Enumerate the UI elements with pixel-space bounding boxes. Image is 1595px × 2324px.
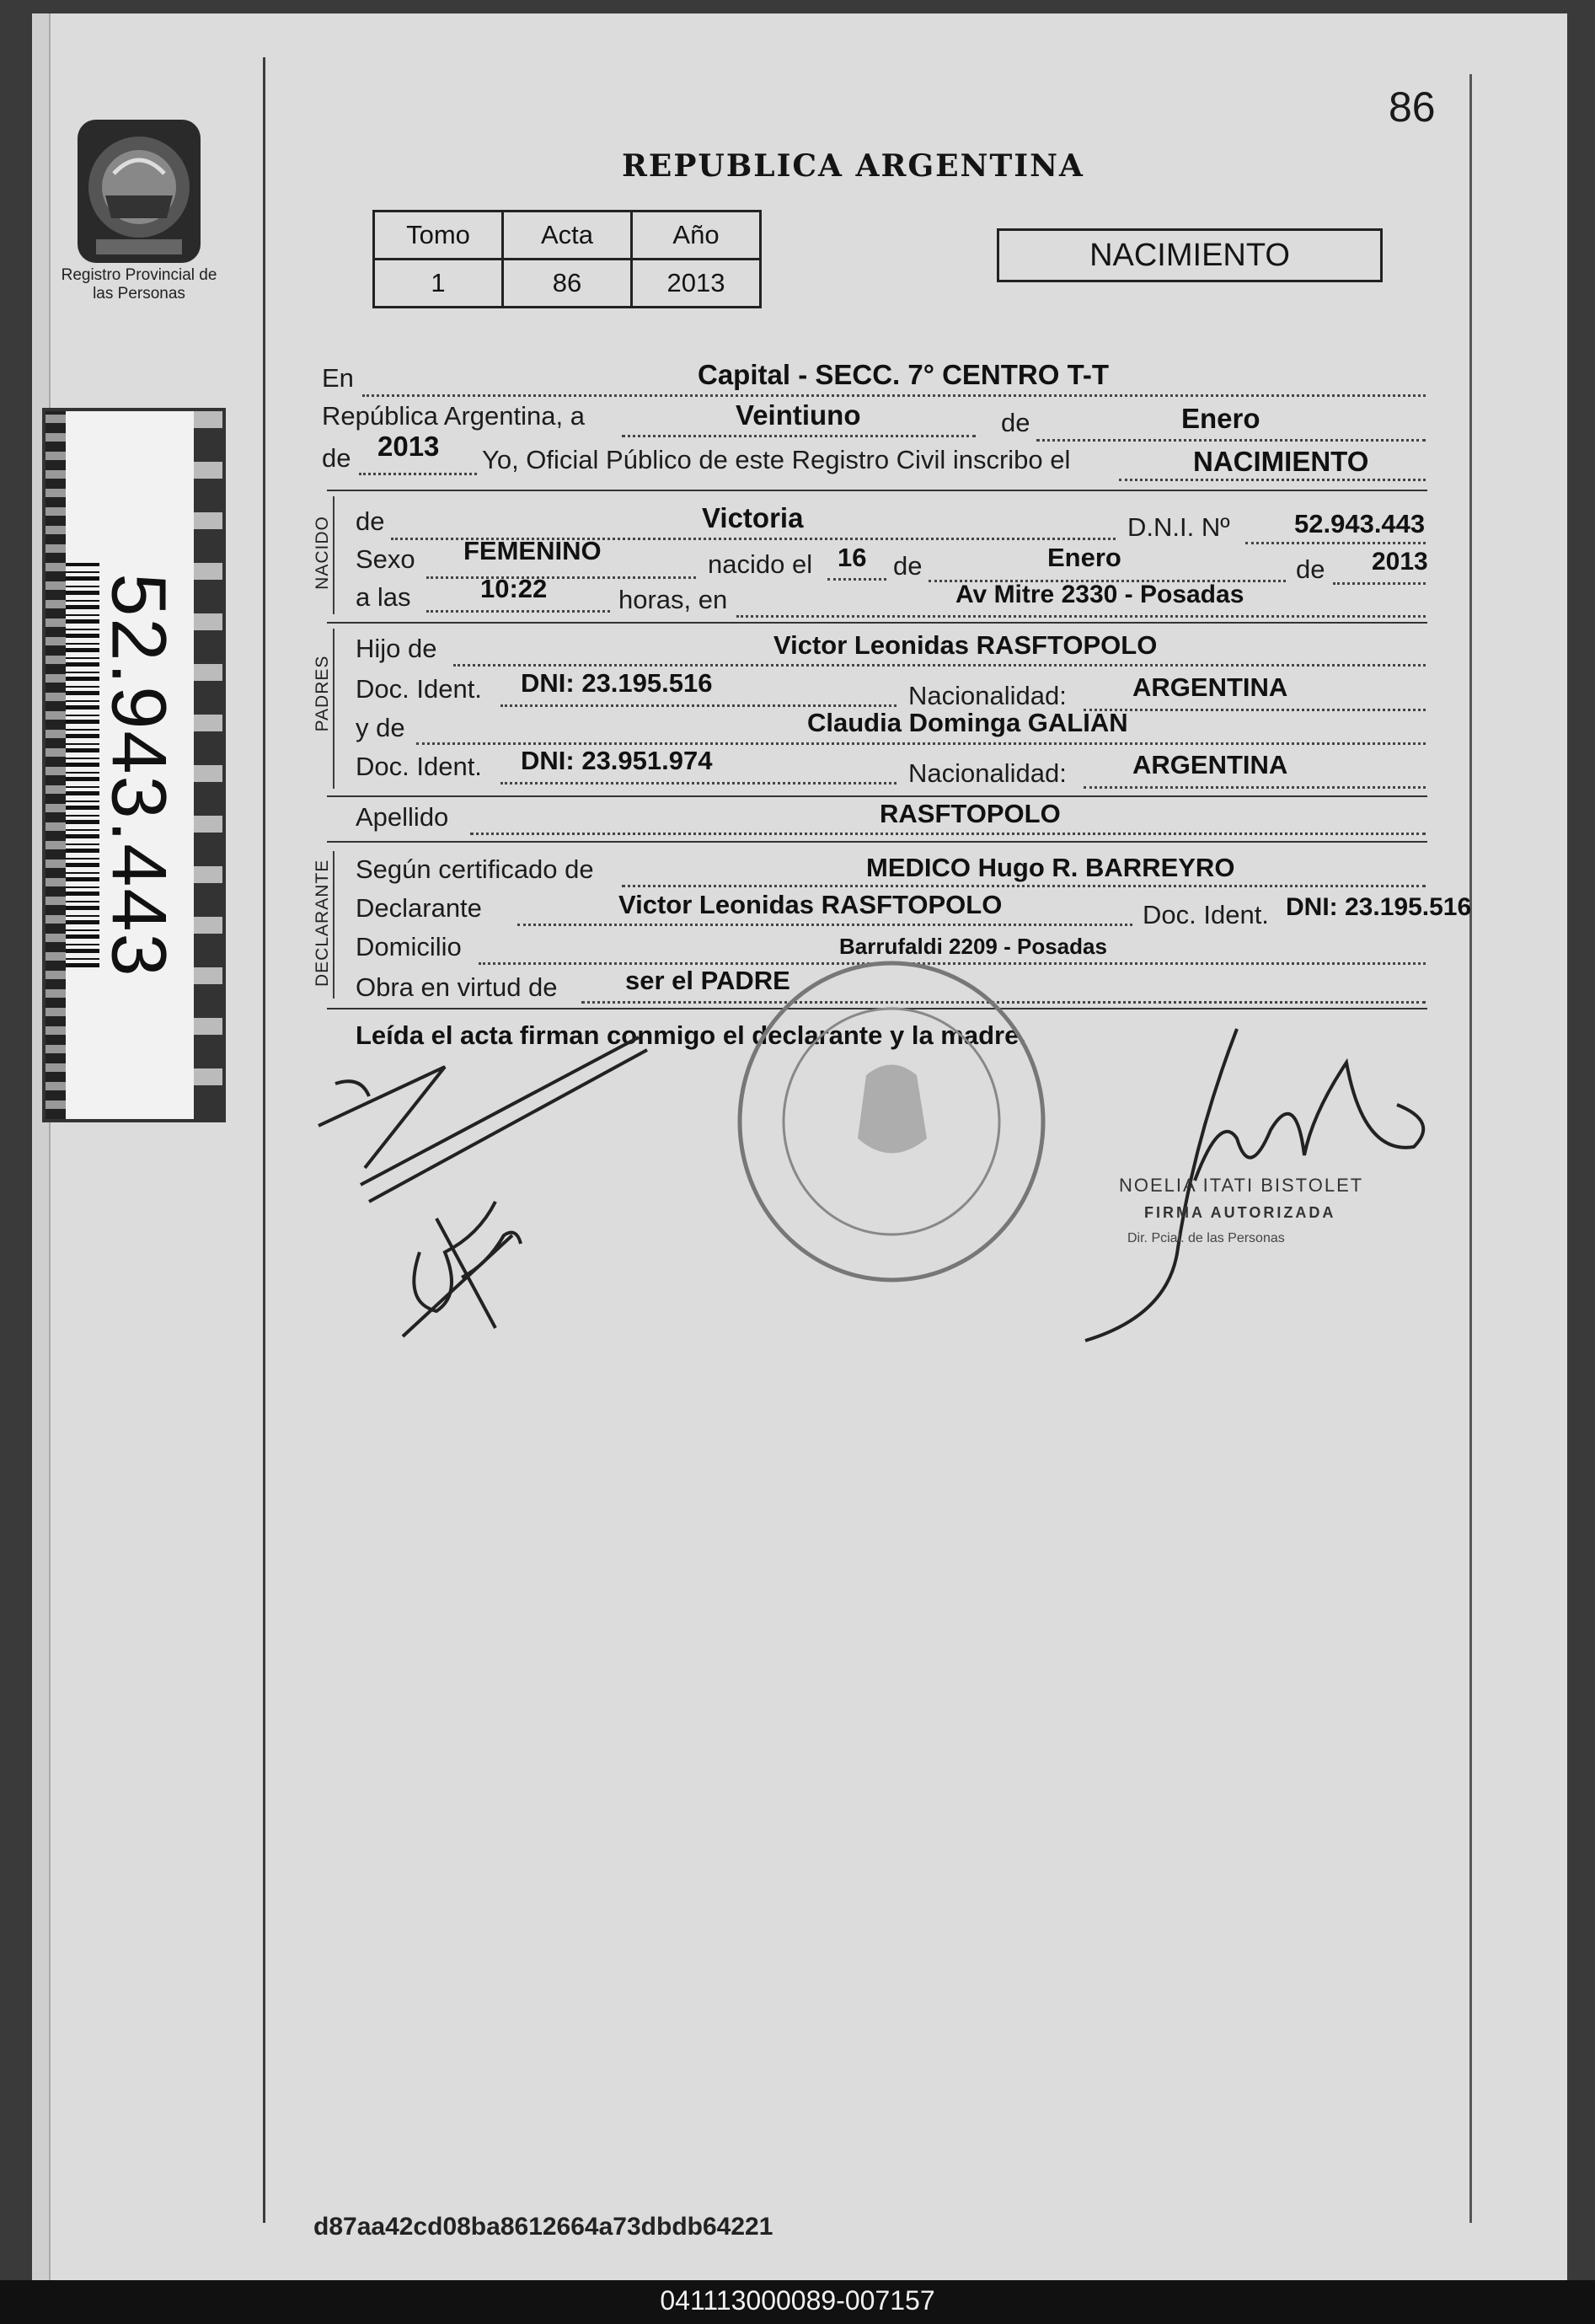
a-las-label: a las xyxy=(356,582,411,612)
de-nacido-label: de xyxy=(356,506,385,536)
document-page xyxy=(32,13,1567,2280)
mother-nac-label: Nacionalidad: xyxy=(908,758,1067,788)
left-margin-line xyxy=(263,57,265,2223)
day2-dots xyxy=(827,578,886,581)
apellido-label: Apellido xyxy=(356,802,449,832)
divider-3 xyxy=(327,795,1427,797)
divider-2 xyxy=(327,622,1427,624)
en-value: Capital - SECC. 7° CENTRO T-T xyxy=(698,359,1110,390)
horas-label: horas, en xyxy=(618,585,728,614)
mother-dots xyxy=(416,742,1426,745)
official-role: FIRMA AUTORIZADA xyxy=(1144,1204,1336,1221)
father-doc-value: DNI: 23.195.516 xyxy=(521,668,713,698)
declarante-label: Declarante xyxy=(356,893,482,923)
official-office: Dir. Pcial. de las Personas xyxy=(1127,1231,1285,1245)
year2-dots xyxy=(1333,582,1426,585)
dni-value: 52.943.443 xyxy=(1294,509,1426,538)
binding-edge xyxy=(32,13,51,2280)
declarante-dots xyxy=(517,924,1132,926)
td-anio: 2013 xyxy=(632,260,761,308)
dni-label: D.N.I. Nº xyxy=(1127,512,1230,542)
day-dots xyxy=(622,435,976,437)
cert-dots xyxy=(622,885,1426,887)
father-doc-label: Doc. Ident. xyxy=(356,674,482,704)
mother-nac-dots xyxy=(1084,786,1426,789)
official-round-stamp xyxy=(731,957,1052,1286)
republica-label: República Argentina, a xyxy=(322,401,585,431)
closing-statement: Leída el acta firman conmigo el declarante y la madre. xyxy=(356,1020,1026,1050)
father-value: Victor Leonidas RASFTOPOLO xyxy=(773,630,1158,660)
time-value: 10:22 xyxy=(480,574,548,603)
de2-label: de xyxy=(322,443,351,473)
de-label-3: de xyxy=(1296,554,1325,584)
mother-doc-label: Doc. Ident. xyxy=(356,752,482,781)
day-value: Veintiuno xyxy=(736,399,861,431)
registry-name: Registro Provincial de las Personas xyxy=(61,266,217,303)
padres-bracket xyxy=(333,629,335,789)
th-acta: Acta xyxy=(503,212,632,260)
mother-nac-value: ARGENTINA xyxy=(1132,750,1288,779)
sticker-pattern-right xyxy=(194,411,222,1119)
inscribo-value: NACIMIENTO xyxy=(1193,446,1369,477)
domicilio-label: Domicilio xyxy=(356,932,462,961)
father-nac-dots xyxy=(1084,709,1426,711)
father-dots xyxy=(453,664,1426,667)
mother-signature xyxy=(386,1185,554,1353)
de-label: de xyxy=(1001,408,1030,437)
year-value: 2013 xyxy=(377,431,440,462)
yo-label: Yo, Oficial Público de este Registro Civil inscribo el xyxy=(482,445,1071,474)
decl-doc-label: Doc. Ident. xyxy=(1143,900,1269,929)
decl-doc-value: DNI: 23.195.516 xyxy=(1286,893,1472,921)
side-label-padres: PADRES xyxy=(313,655,332,732)
id-sticker xyxy=(42,408,226,1122)
cert-value: MEDICO Hugo R. BARREYRO xyxy=(866,853,1235,882)
side-label-declarante: DECLARANTE xyxy=(313,859,332,987)
month-dots xyxy=(1036,439,1426,442)
hijo-de-label: Hijo de xyxy=(356,634,437,663)
th-anio: Año xyxy=(632,212,761,260)
father-doc-dots xyxy=(500,704,897,707)
divider-1 xyxy=(327,490,1427,491)
inscribo-dots xyxy=(1119,479,1426,481)
nacido-bracket xyxy=(333,496,335,614)
apellido-value: RASFTOPOLO xyxy=(880,799,1061,828)
declarante-value: Victor Leonidas RASFTOPOLO xyxy=(618,890,1003,919)
time-dots xyxy=(426,610,610,613)
sexo-dots xyxy=(426,576,696,579)
apellido-dots xyxy=(470,833,1426,835)
birth-day-value: 16 xyxy=(838,543,867,572)
obra-value: ser el PADRE xyxy=(625,966,790,995)
page-number: 86 xyxy=(1389,83,1436,131)
cert-label: Según certificado de xyxy=(356,854,594,884)
father-nac-value: ARGENTINA xyxy=(1132,672,1288,702)
document-title: REPUBLICA ARGENTINA xyxy=(622,148,1084,184)
place-dots xyxy=(736,615,1426,618)
en-label: En xyxy=(322,363,354,393)
footer-code: 041113000089-007157 xyxy=(660,2285,935,2316)
name-value: Victoria xyxy=(702,502,804,533)
father-nac-label: Nacionalidad: xyxy=(908,681,1067,710)
sexo-label: Sexo xyxy=(356,544,415,574)
td-tomo: 1 xyxy=(374,260,503,308)
divider-4 xyxy=(327,841,1427,843)
province-seal-logo xyxy=(67,113,211,269)
month-value: Enero xyxy=(1181,403,1260,434)
birth-month-value: Enero xyxy=(1047,543,1121,572)
mother-doc-value: DNI: 23.951.974 xyxy=(521,746,713,775)
official-name: NOELIA ITATI BISTOLET xyxy=(1119,1175,1364,1196)
en-dots xyxy=(362,394,1426,397)
place-value: Av Mitre 2330 - Posadas xyxy=(955,581,1244,608)
birth-year-value: 2013 xyxy=(1372,548,1428,576)
de-label-2: de xyxy=(893,551,923,581)
domicilio-value: Barrufaldi 2209 - Posadas xyxy=(839,934,1107,959)
side-id-number: 52.943.443 xyxy=(95,573,182,978)
sticker-pattern xyxy=(45,411,66,1119)
y-de-label: y de xyxy=(356,713,405,742)
nacido-el-label: nacido el xyxy=(708,549,813,579)
document-hash: d87aa42cd08ba8612664a73dbdb64221 xyxy=(313,2213,773,2241)
acta-table xyxy=(372,210,762,308)
side-label-nacido: NACIDO xyxy=(313,516,332,590)
mother-value: Claudia Dominga GALIAN xyxy=(807,708,1128,737)
obra-label: Obra en virtud de xyxy=(356,972,558,1002)
td-acta: 86 xyxy=(503,260,632,308)
doc-type-box: NACIMIENTO xyxy=(997,228,1383,282)
year-dots xyxy=(359,473,477,475)
mother-doc-dots xyxy=(500,782,897,784)
dni-dots xyxy=(1245,542,1426,544)
th-tomo: Tomo xyxy=(374,212,503,260)
sexo-value: FEMENINO xyxy=(463,536,602,565)
declarante-bracket xyxy=(333,851,335,999)
